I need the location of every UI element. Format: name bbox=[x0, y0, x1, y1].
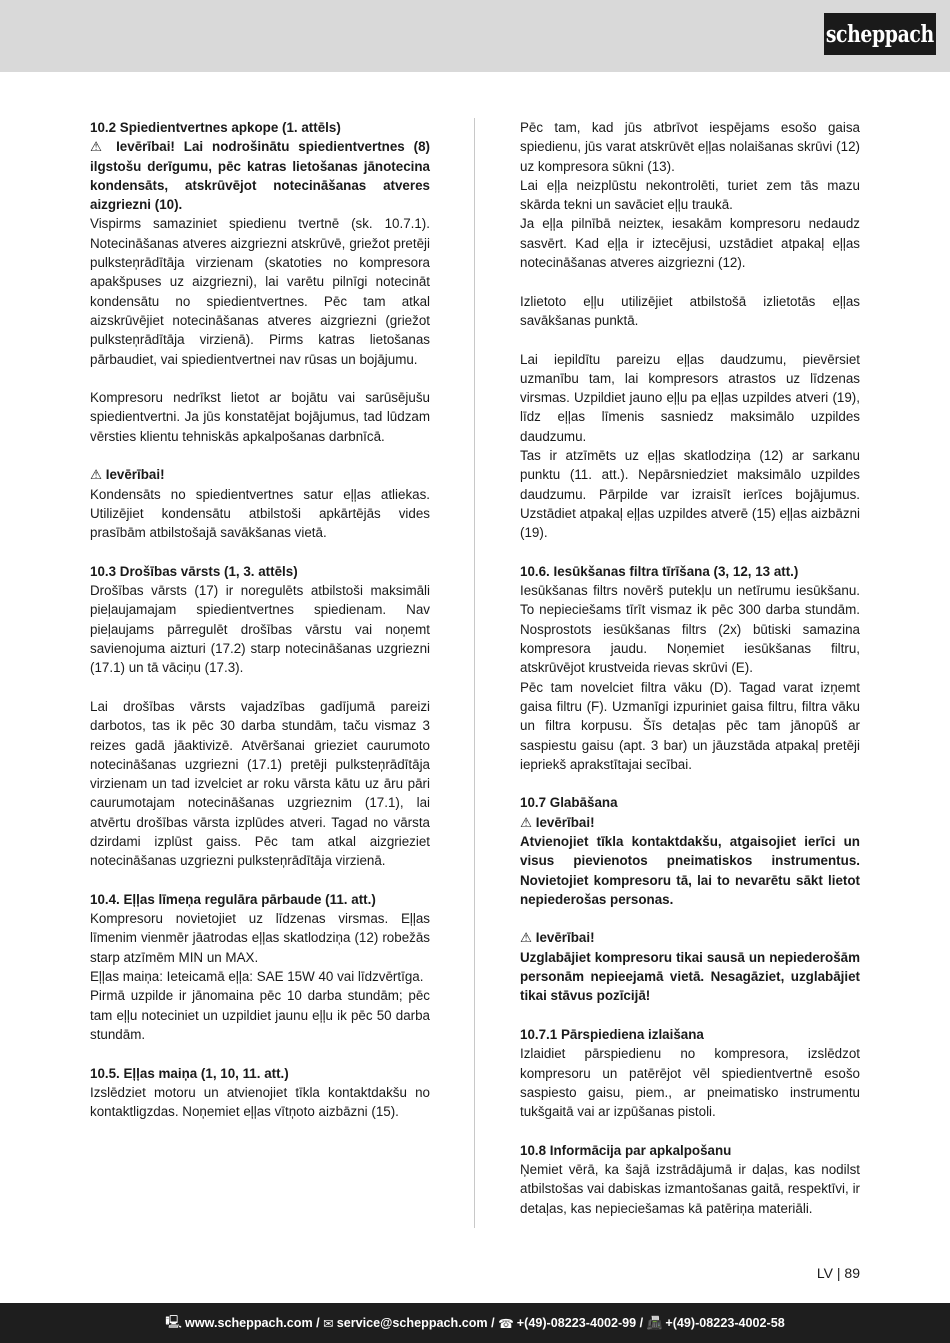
footer-contact-bar bbox=[0, 1303, 950, 1343]
body-paragraph: Lai drošības vārsts vajadzības gadījumā pareizi darbotos, tas ik pēc 30 darba stundām, taču vismaz 3 reizes gadā jāaktivizē. Atvēršanai grieziet caurumoto notecināšanas uzgriezni (17.1) pretēji pulksteņrādītāja virzienam un tad izvelciet ar roku vārsta kātu uz āru pāri caurumotajam notecināšanas uzgrieznim (17.1), lai atvērtu drošības vārsta izplūdes atveri. Tagad no vārsta dzirdami izplūst gaiss. Pēc tam atkal aizgrieziet notecināšanas uzgriezni pulksteņrādītāja virzienā. bbox=[90, 698, 430, 869]
paragraph-gap bbox=[520, 774, 860, 793]
body-paragraph: Pēc tam novelciet filtra vāku (D). Tagad varat izņemt gaisa filtru (F). Uzmanīgi izpuriniet gaisa filtru, filtra vāku un filtra korpusu. Šīs detaļas pēc tam jānopūš ar saspiestu gaisu (apt. 3 bar) un jāuzstāda atpakaļ pretēji iepriekš aprakstītajai secībai. bbox=[520, 679, 860, 772]
body-paragraph: Pēc tam, kad jūs atbrīvot iespējams esošo gaisa spiedienu, jūs varat atskrūvēt eļļas nolaišanas skrūvi (12) uz kompresora sūkni (13). bbox=[520, 120, 860, 174]
section-heading: 10.7.1 Pārspiediena izlaišana bbox=[520, 1026, 704, 1042]
footer-email[interactable]: service@scheppach.com / bbox=[336, 1316, 495, 1330]
section-heading: 10.6. Iesūkšanas filtra tīrīšana (3, 12, 13 att.) bbox=[520, 563, 799, 579]
warning-text: Uzglabājiet kompresoru tikai sausā un nepiederošām personām nepieejamā vietā. Nesagāziet, uzglabājiet tikai stāvus pozīcijā! bbox=[520, 949, 860, 1004]
paragraph-gap bbox=[90, 1044, 430, 1063]
body-paragraph: Izslēdziet motoru un atvienojiet tīkla kontaktdakšu no kontaktligzdas. Noņemiet eļļas vītņoto aizbāzni (15). bbox=[90, 1084, 430, 1120]
right-column bbox=[520, 118, 860, 1218]
body-paragraph: Kompresoru novietojiet uz līdzenas virsmas. Eļļas līmenim vienmēr jāatrodas eļļas skatlodziņa (12) robežās starp atzīmēm MIN un MAX. bbox=[90, 911, 430, 965]
footer-website[interactable]: www.scheppach.com / bbox=[185, 1316, 320, 1330]
warning-text: ⚠ Ievērībai! Lai nodrošinātu spiedientvertnes (8) ilgstošu derīgumu, pēc katras lietošanas jānotecina kondensāts, atskrūvējot notecināšanas atveres aizgriezni (10). bbox=[90, 139, 430, 213]
warning-text: ⚠ Ievērībai! bbox=[520, 814, 595, 830]
warning-text: ⚠ Ievērībai! bbox=[520, 930, 595, 946]
body-paragraph: Lai eļļa neizplūstu nekontrolēti, turiet zem tās mazu skārda tekni un savāciet eļļu traukā. bbox=[520, 177, 860, 213]
phone-icon: ☎ bbox=[498, 1316, 514, 1331]
paragraph-gap bbox=[90, 446, 430, 465]
footer-fax: +(49)-08223-4002-58 bbox=[665, 1316, 785, 1330]
paragraph-gap bbox=[520, 543, 860, 562]
body-paragraph: Izlietoto eļļu utilizējiet atbilstošā izlietotās eļļas savākšanas punktā. bbox=[520, 293, 860, 328]
body-paragraph: Eļļas maiņa: Ieteicamā eļļa: SAE 15W 40 vai līdzvērtīga. bbox=[90, 969, 424, 985]
body-paragraph: Ja eļļa pilnībā neizteк, iesakām kompresoru nedaudz sasvērt. Kad eļļa ir iztecējusi, uzstādiet atpakaļ eļļas notecināšanas atveres aizgriezni (12). bbox=[520, 216, 860, 271]
paragraph-gap bbox=[520, 1006, 860, 1025]
paragraph-gap bbox=[520, 909, 860, 928]
column-divider bbox=[474, 118, 475, 1228]
body-paragraph: Kondensāts no spiedientvertnes satur eļļas atliekas. Utilizējiet kondensātu atbilstoši apkārtējās vides prasībām atbilstošajā savākšanas vietā. bbox=[90, 486, 430, 541]
body-paragraph: Drošības vārsts (17) ir noregulēts atbilstoši maksimāli pieļaujamajam spiedientvertnes spiedienam. Nav pieļaujams pārregulēt drošības vārstu vai noņemt savienojuma aizturi (17.2) starp notecināšanas uzgriezni (17.1) un tā vāciņu (17.3). bbox=[90, 583, 430, 676]
body-paragraph: Vispirms samaziniet spiedienu tvertnē (sk. 10.7.1). Notecināšanas atveres aizgriezni atskrūvē, griežot pretēji pulksteņrādītāja virzienam (skatoties no kompresora apakšpuses uz aizgriezni), lai varētu pilnīgi notecināt kondensātu no spiedientvertnes. Pēc tam atkal aizskrūvējiet notecināšanas atveres aizgriezni (griežot pulksteņrādītāja virzienā). Pirms katras lietošanas pārbaudiet, vai spiedientvertnei nav rūsas un bojājumu. bbox=[90, 216, 430, 367]
section-heading: 10.3 Drošības vārsts (1, 3. attēls) bbox=[90, 563, 298, 579]
paragraph-gap bbox=[90, 543, 430, 562]
body-paragraph: Kompresoru nedrīkst lietot ar bojātu vai sarūsējušu spiedientvertni. Ja jūs konstatējat bojājumus, tad lūdzam vērsties klientu tehniskās apkalpošanas darbnīcā. bbox=[90, 390, 430, 444]
page-number: LV | 89 bbox=[816, 1265, 860, 1281]
section-heading: 10.2 Spiedientvertnes apkope (1. attēls) bbox=[90, 120, 341, 135]
paragraph-gap bbox=[520, 330, 860, 349]
body-paragraph: Tas ir atzīmēts uz eļļas skatlodziņa (12) ar sarkanu punktu (11. att.). Nepārsniedziet maksimālo uzpildes daudzumu. Pārpilde var izraisīt ierīces bojājumus. Uzstādiet atpakaļ eļļas uzpildes atverē (15) eļļas aizbāzni (19). bbox=[520, 448, 860, 541]
paragraph-gap bbox=[520, 272, 860, 291]
paragraph-gap bbox=[90, 678, 430, 697]
section-heading: 10.5. Eļļas maiņa (1, 10, 11. att.) bbox=[90, 1065, 289, 1081]
logo-text: scheppach bbox=[826, 20, 934, 48]
body-paragraph: Izlaidiet pārspiedienu no kompresora, izslēdzot kompresoru un patērējot vēl spiedientvertnē esošo saspiesto gaisu, piem., ar pneimatisko instrumentu tukšgaitā vai ar izpūšanas pistoli. bbox=[520, 1046, 860, 1120]
paragraph-gap bbox=[90, 369, 430, 388]
body-paragraph: Pirmā uzpilde ir jānomaina pēc 10 darba stundām; pēc tam eļļu noteciniet un uzpildiet jaunu eļļu ik pēc 50 darba stundām. bbox=[90, 988, 430, 1042]
mail-icon: ✉ bbox=[323, 1316, 334, 1331]
section-heading: 10.7 Glabāšana bbox=[520, 795, 618, 811]
body-paragraph: Lai iepildītu pareizu eļļas daudzumu, pievērsiet uzmanību tam, lai kompresors atrastos uz līdzenas virsmas. Uzpildiet jauno eļļu pa eļļas uzpildes atveri (19), līdz eļļas līmenis sasniedz maksimālo uzpildes daudzumu. bbox=[520, 351, 860, 444]
section-heading: 10.4. Eļļas līmeņa regulāra pārbaude (11. att.) bbox=[90, 891, 376, 907]
computer-icon: 🖳 bbox=[165, 1314, 183, 1329]
header-band bbox=[0, 0, 950, 72]
warning-text: ⚠ Ievērībai! bbox=[90, 467, 165, 483]
left-column bbox=[90, 118, 430, 1121]
body-paragraph: Iesūkšanas filtrs novērš putekļu un netīrumu iesūkšanu. To nepieciešams tīrīt vismaz ik pēc 300 darba stundām. Nosprostots iesūkšanas filtrs (2x) būtiski samazina kompresora jaudu. Noņemiet iesūkšanas filtru, atskrūvējot krustveida rievas skrūvi (E). bbox=[520, 583, 860, 676]
paragraph-gap bbox=[520, 1121, 860, 1140]
fax-icon: 📠 bbox=[646, 1315, 663, 1330]
scheppach-logo bbox=[824, 13, 936, 55]
footer-phone: +(49)-08223-4002-99 / bbox=[516, 1316, 644, 1330]
body-paragraph: Ņemiet vērā, ka šajā izstrādājumā ir daļas, kas nodilst atbilstošas vai dabiskas izmantošanas gaitā, respektīvi, ir detaļas, kas nepieciešamas kā patēriņa materiāli. bbox=[520, 1162, 860, 1216]
paragraph-gap bbox=[90, 871, 430, 890]
section-heading: 10.8 Informācija par apkalpošanu bbox=[520, 1142, 732, 1158]
warning-text: Atvienojiet tīkla kontaktdakšu, atgaisojiet ierīci un visus pievienotos pneimatiskos instrumentus. Novietojiet kompresoru tā, lai to nevarētu sākt lietot nepiederošas personas. bbox=[520, 833, 860, 907]
